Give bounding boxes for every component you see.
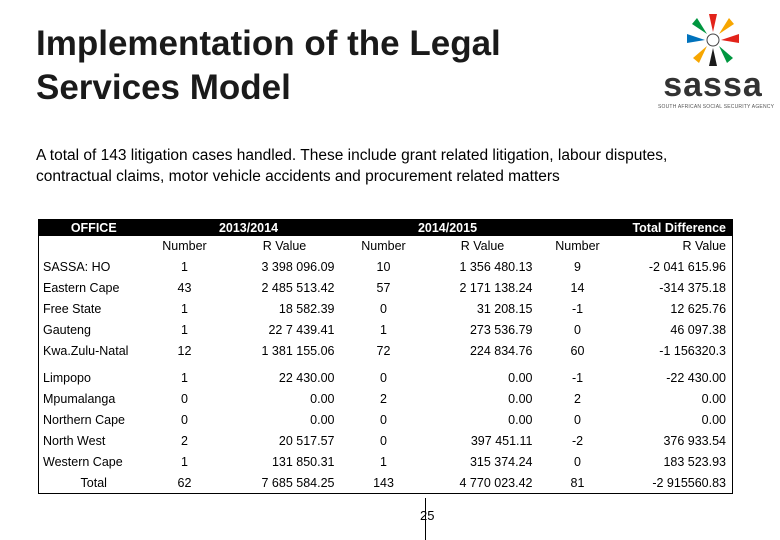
cell-office: SASSA: HO [43,259,111,274]
subheader-r-value: R Value [262,239,307,253]
cell-value-diff: 12 625.76 [670,301,727,316]
cell-value-2013: 22 7 439.41 [268,322,335,337]
cell-number-2014: 0 [380,412,387,427]
cell-office: Gauteng [43,322,91,337]
cell-value-2014: 273 536.79 [469,322,533,337]
cell-number-2013: 62 [177,475,192,490]
cell-office: Limpopo [43,370,91,385]
subheader-r-value: R Value [682,239,727,253]
cell-number-diff: -2 [571,433,584,448]
cell-value-2014: 0.00 [508,412,533,427]
cell-value-2013: 20 517.57 [278,433,335,448]
cell-value-2013: 7 685 584.25 [261,475,335,490]
subheader-r-value: R Value [460,239,505,253]
cell-value-2013: 22 430.00 [278,370,335,385]
cell-value-2013: 131 850.31 [271,454,335,469]
cell-number-2013: 0 [181,412,188,427]
page-title [36,22,636,110]
cell-value-diff: -2 041 615.96 [648,259,727,274]
cell-value-2014: 2 171 138.24 [459,280,533,295]
cell-number-2013: 0 [181,391,188,406]
table-row [39,277,733,298]
table-row [39,361,733,388]
cell-number-diff: 14 [570,280,585,295]
litigation-table-wrap [38,219,732,494]
table-row-total [39,472,733,494]
cell-number-2013: 43 [177,280,192,295]
cell-number-diff: 0 [574,454,581,469]
header-office: OFFICE [39,220,149,237]
cell-value-2014: 397 451.11 [470,433,533,448]
cell-number-2014: 1 [380,454,387,469]
cell-number-2013: 2 [181,433,188,448]
cell-number-2013: 1 [181,259,188,274]
cell-office: Kwa.Zulu-Natal [43,343,129,358]
logo-tagline: SOUTH AFRICAN SOCIAL SECURITY AGENCY [658,104,775,110]
cell-number-2014: 0 [380,301,387,316]
cell-value-diff: 376 933.54 [663,433,727,448]
cell-value-2014: 315 374.24 [469,454,533,469]
cell-number-2013: 12 [177,343,192,358]
cell-number-2014: 57 [376,280,391,295]
cell-value-2013: 0.00 [310,391,335,406]
cell-number-diff: -1 [571,301,584,316]
cell-value-2013: 2 485 513.42 [261,280,335,295]
header-total-difference: Total Difference [547,220,733,237]
cell-value-2014: 31 208.15 [476,301,533,316]
cell-value-2013: 3 398 096.09 [261,259,335,274]
intro-paragraph: A total of 143 litigation cases handled. These include grant related litigation, labour disputes, contractual claims, motor vehicle accidents and procurement related matters [36,147,668,185]
cell-number-2013: 1 [181,322,188,337]
table-row [39,256,733,277]
cell-value-2013: 0.00 [310,412,335,427]
cell-number-2013: 1 [181,454,188,469]
cell-number-2014: 0 [380,370,387,385]
cell-value-diff: 0.00 [701,412,727,427]
cell-number-diff: 2 [574,391,581,406]
cell-value-diff: 46 097.38 [670,322,727,337]
cell-office: Eastern Cape [43,280,120,295]
cell-number-2014: 72 [376,343,391,358]
cell-office: Northern Cape [43,412,125,427]
header-2014-2015: 2014/2015 [349,220,547,237]
cell-number-diff: 0 [574,412,581,427]
cell-number-diff: 9 [574,259,581,274]
cell-value-2014: 4 770 023.42 [459,475,533,490]
cell-number-2014: 143 [373,475,394,490]
cell-number-diff: 0 [574,322,581,337]
table-row [39,388,733,409]
title-line-2: Services Model [36,68,291,107]
table-row [39,451,733,472]
cell-number-2013: 1 [181,301,188,316]
logo-wordmark: sassa [663,66,763,104]
cell-value-2013: 1 381 155.06 [261,343,335,358]
subheader-number: Number [162,239,207,253]
hands-emblem-icon [658,12,768,70]
cell-number-2014: 1 [380,322,387,337]
cell-office: Mpumalanga [43,391,116,406]
cell-value-2014: 0.00 [508,391,533,406]
table-row [39,409,733,430]
header-2013-2014: 2013/2014 [149,220,349,237]
cell-value-diff: -314 375.18 [659,280,727,295]
cell-number-diff: 81 [570,475,585,490]
table-row [39,430,733,451]
cell-office: North West [43,433,106,448]
litigation-table [38,219,733,494]
cell-value-diff: 0.00 [701,391,727,406]
cell-value-2014: 224 834.76 [469,343,533,358]
table-row [39,340,733,361]
cell-value-2014: 1 356 480.13 [459,259,533,274]
page-number: 25 [420,508,435,523]
cell-office: Western Cape [43,454,123,469]
cell-value-diff: 183 523.93 [663,454,727,469]
title-line-1: Implementation of the Legal [36,24,501,63]
cell-office: Free State [43,301,102,316]
cell-number-diff: -1 [571,370,584,385]
cell-value-diff: -1 156320.3 [659,343,727,358]
subheader-blank [39,236,149,256]
table-row [39,298,733,319]
cell-value-diff: -2 915560.83 [652,475,727,490]
cell-number-2014: 2 [380,391,387,406]
cell-number-2014: 0 [380,433,387,448]
cell-value-diff: -22 430.00 [666,370,727,385]
cell-number-diff: 60 [570,343,585,358]
cell-office: Total [80,475,107,490]
subheader-number: Number [361,239,406,253]
subheader-number: Number [555,239,600,253]
cell-number-2013: 1 [181,370,188,385]
cell-number-2014: 10 [376,259,391,274]
sassa-logo [658,12,775,112]
cell-value-2014: 0.00 [508,370,533,385]
cell-value-2013: 18 582.39 [278,301,335,316]
table-row [39,319,733,340]
